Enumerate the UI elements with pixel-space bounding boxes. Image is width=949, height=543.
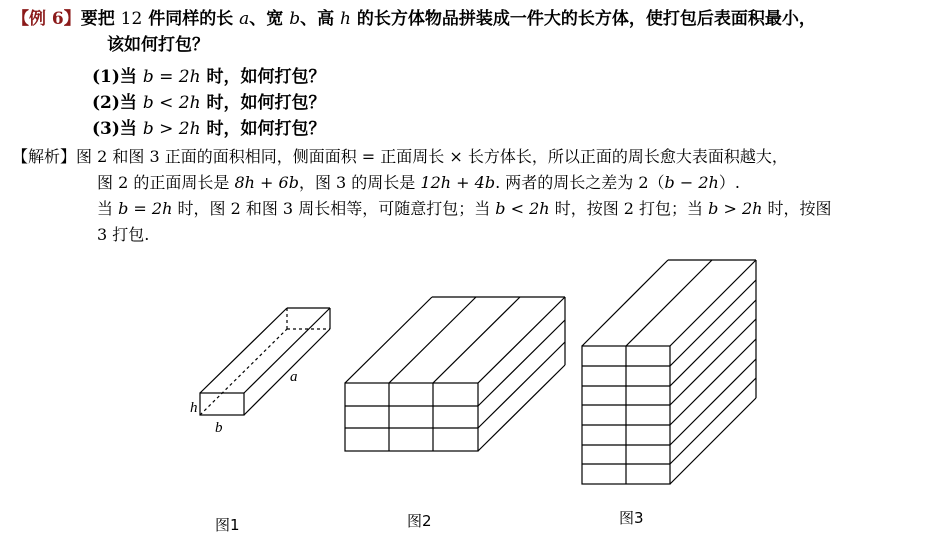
figure-1-box [200, 308, 330, 415]
fig1-hidden-edges [200, 308, 330, 415]
q1-num: (1)当 [92, 67, 143, 87]
problem-text-c: 的长方体物品拼装成一件大的长方体，使打包后表面积最小， [350, 9, 816, 29]
a2-c: . 两者的周长之差为 2（ [495, 173, 665, 192]
var-b: b [289, 9, 301, 29]
fig1-label-h: h [190, 400, 198, 416]
sep-2: 、高 [300, 9, 341, 29]
fig1-front-face [200, 393, 244, 415]
a3-e1: b = 2h [118, 199, 173, 218]
problem-line-2: 该如何打包？ [107, 35, 209, 55]
q1-expr: b = 2h [142, 67, 201, 87]
problem-text-a: 要把 [80, 9, 121, 29]
q2-expr: b < 2h [142, 93, 201, 113]
a3-c: 时，按图 2 打包；当 [549, 199, 709, 218]
fig1-label-b: b [215, 420, 223, 436]
a2-a: 图 2 的正面周长是 [97, 173, 235, 192]
analysis-tag: 【解析】 [12, 147, 77, 166]
problem-number: 12 [120, 9, 143, 29]
sep-1: 、宽 [249, 9, 290, 29]
figure-3-stack [582, 260, 756, 484]
a2-e2: 12h + 4b [420, 173, 496, 192]
fig1-caption: 图1 [215, 516, 240, 534]
a3-e3: b > 2h [708, 199, 763, 218]
analysis-text-1: 图 2 和图 3 正面的面积相同，侧面面积 = 正面周长 × 长方体长，所以正面的周长愈大表面积越大， [76, 147, 788, 166]
example-tag: 【例 6】 [12, 9, 81, 29]
a3-a: 当 [97, 199, 119, 218]
q3-tail: 时，如何打包？ [200, 119, 326, 139]
fig2-front-face [345, 383, 478, 451]
problem-text-b: 件同样的长 [142, 9, 240, 29]
var-a: a [239, 9, 250, 29]
q3-num: (3)当 [92, 119, 143, 139]
fig1-bottom-right-edge [244, 329, 330, 415]
q3-expr: b > 2h [142, 119, 201, 139]
fig1-label-a: a [290, 369, 298, 385]
var-h: h [340, 9, 351, 29]
a2-e1: 8h + 6b [234, 173, 299, 192]
analysis-line-4: 3 打包. [97, 225, 150, 244]
a3-d: 时，按图 [762, 199, 832, 218]
a2-b: ，图 3 的周长是 [298, 173, 421, 192]
a2-d: ）. [718, 173, 740, 192]
fig2-caption: 图2 [407, 512, 432, 530]
a2-e3: b − 2h [664, 173, 719, 192]
figure-2-stack [345, 297, 565, 451]
a3-b: 时，图 2 和图 3 周长相等，可随意打包；当 [172, 199, 496, 218]
q2-num: (2)当 [92, 93, 143, 113]
fig1-top-left-edge [200, 308, 287, 393]
a3-e2: b < 2h [495, 199, 550, 218]
q2-tail: 时，如何打包？ [200, 93, 326, 113]
q1-tail: 时，如何打包？ [200, 67, 326, 87]
fig3-caption: 图3 [619, 509, 644, 527]
